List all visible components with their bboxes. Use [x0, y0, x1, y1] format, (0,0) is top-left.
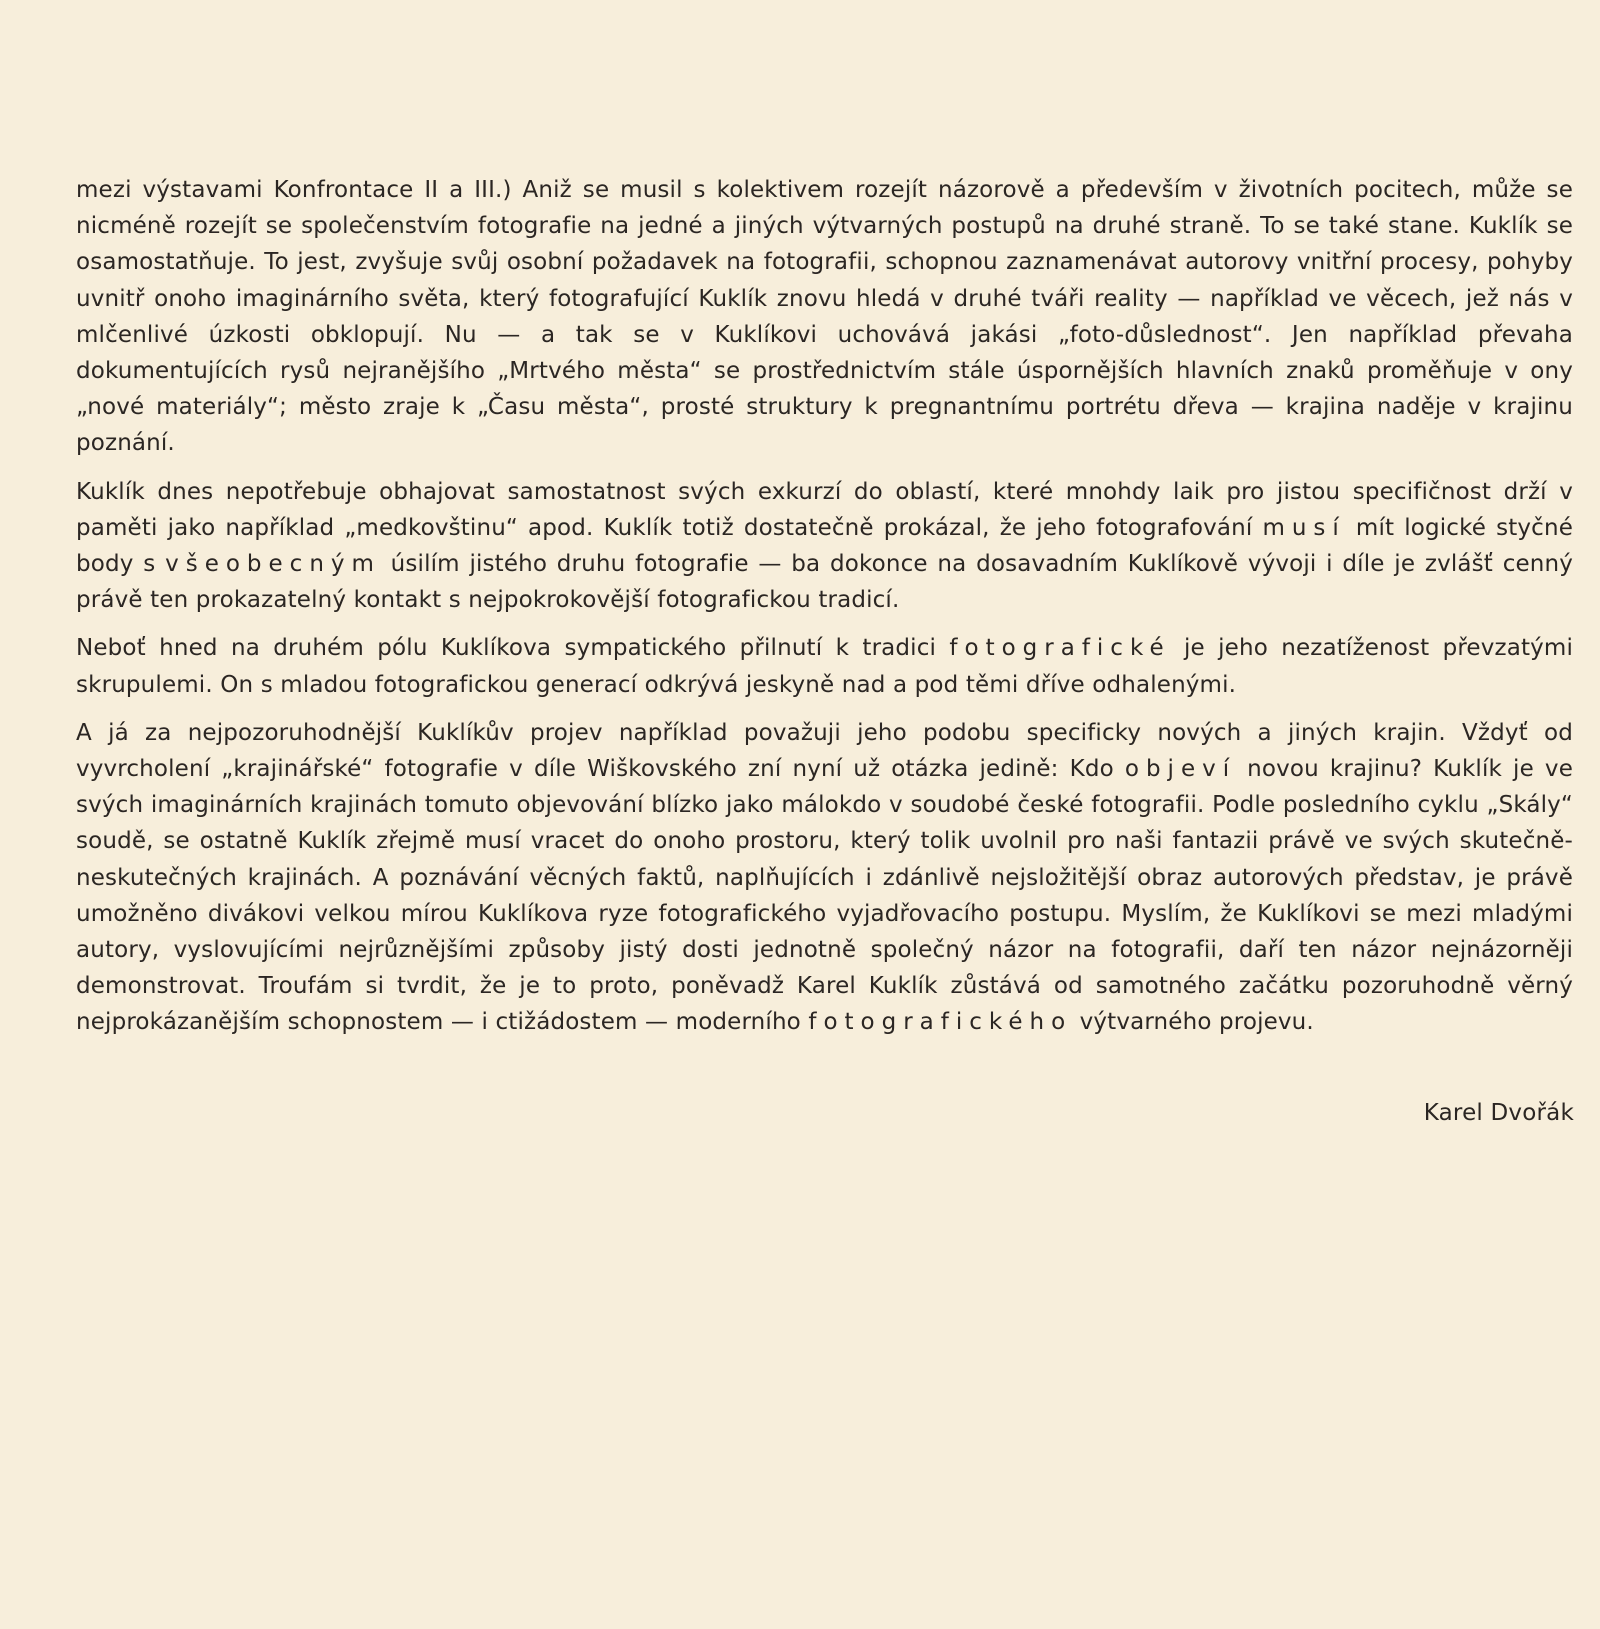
spaced-emphasis-vseobecnym: všeobecným: [165, 551, 381, 578]
spaced-emphasis-fotograficke: fotografické: [949, 635, 1171, 662]
paragraph-3-text-c: je jeho nezatíženost převzatými skrupulemi. On s mladou fotografickou generací odkrývá jeskyně nad a pod těmi dříve odhalenými.: [76, 635, 1573, 698]
spaced-emphasis-objevi: objeví: [1124, 756, 1237, 783]
article-text: [76, 172, 1573, 1053]
paragraph-3-text-a: Neboť hned na druhém pólu Kuklíkova sympatického přilnutí k tradici: [76, 635, 950, 662]
paragraph-2: [76, 474, 1573, 619]
paragraph-1: [76, 172, 1573, 462]
paragraph-4-text-e: výtvarného projevu.: [1072, 1009, 1314, 1036]
paragraph-1-text: mezi výstavami Konfrontace II a III.) Aniž se musil s kolektivem rozejít názorově a především v životních pocitech, může se nicméně rozejít se společenstvím fotografie na jedné a jiných výtvarných postupů na druhé straně. To se také stane. Kuklík se osamostatňuje. To jest, zvyšuje svůj osobní požadavek na fotografii, schopnou zaznamenávat autorovy vnitřní procesy, pohyby uvnitř onoho imaginárního světa, který fotografující Kuklík znovu hledá v druhé tváři reality — například ve věcech, jež nás v mlčenlivé úzkosti obklopují. Nu — a tak se v Kuklíkovi uchovává jakási „foto-důslednost“. Jen například převaha dokumentujících rysů nejranějšího „Mrtvého města“ se prostřednictvím stále úspornějších hlavních znaků proměňuje v ony „nové materiály“; město zraje k „Času města“, prosté struktury k pregnantnímu portrétu dřeva — krajina naděje v krajinu poznání.: [76, 177, 1573, 457]
paragraph-4: [76, 715, 1573, 1041]
spaced-emphasis-fotografickeho: fotografického: [808, 1009, 1073, 1036]
author-signature: Karel Dvořák: [1423, 1100, 1574, 1126]
paragraph-2-text-a: Kuklík dnes nepotřebuje obhajovat samostatnost svých exkurzí do oblastí, které mnohdy laik pro jistou specifičnost drží v paměti jako například „medkovštinu“ apod. Kuklík totiž dostatečně prokázal, že jeho fotografování: [76, 478, 1573, 541]
paragraph-4-text-a: A já za nejpozoruhodnější Kuklíkův projev například považuji jeho podobu specificky nových a jiných krajin. Vždyť od vyvrcholení „krajinářské“ fotografie v díle Wiškovského zní nyní už otázka jedině: Kdo: [76, 719, 1573, 783]
spaced-emphasis-musi: musí: [1262, 514, 1346, 541]
paragraph-2-text-e: úsilím jistého druhu fotografie — ba dokonce na dosavadním Kuklíkově vývoji i díle je zvlášť cenný právě ten prokazatelný kontakt s nejpokrokovější fotografickou tradicí.: [76, 551, 1574, 614]
paragraph-4-text-c: novou krajinu? Kuklík je ve svých imaginárních krajinách tomuto objevování blízko jako málokdo v soudobé české fotografii. Podle posledního cyklu „Skály“ soudě, se ostatně Kuklík zřejmě musí vracet do onoho prostoru, který tolik uvolnil pro naši fantazii právě ve svých skutečně-neskutečných krajinách. A poznávání věcných faktů, naplňujících i zdánlivě nejsložitější obraz autorových představ, je právě umožněno divákovi velkou mírou Kuklíkova ryze fotografického vyjadřovacího postupu. Myslím, že Kuklíkovi se mezi mladými autory, vyslovujícími nejrůznějšími způsoby jistý dosti jednotně společný názor na fotografii, daří ten názor nejnázorněji demonstrovat. Troufám si tvrdit, že je to proto, poněvadž Karel Kuklík zůstává od samotného začátku pozoruhodně věrný nejprokázanějším schopnostem — i ctižádostem — moderního: [76, 756, 1573, 1036]
paragraph-3: [76, 630, 1573, 702]
paragraph-2-text-c: mít logické styčné body s: [76, 514, 1573, 578]
